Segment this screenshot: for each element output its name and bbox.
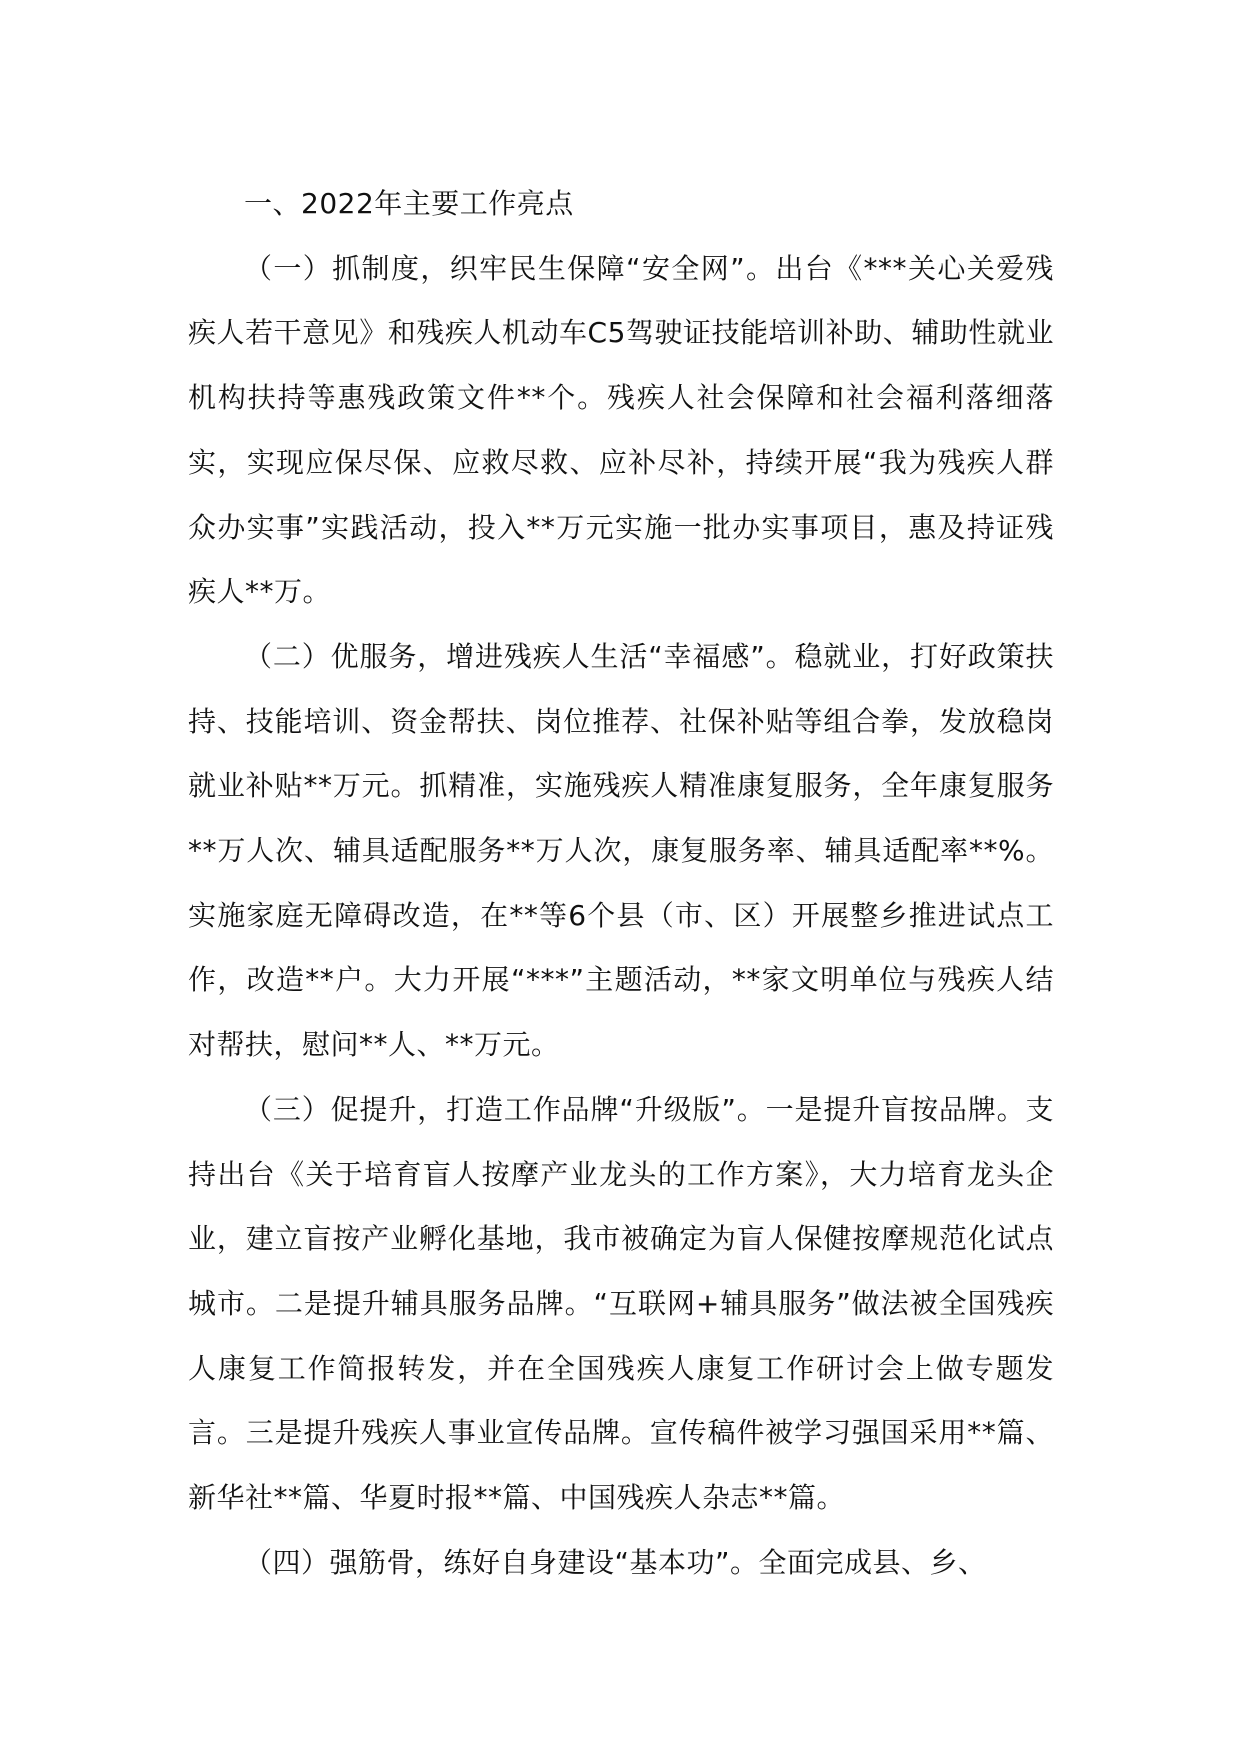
- paragraph-3: （三）促提升，打造工作品牌“升级版”。一是提升盲按品牌。支持出台《关于培育盲人按摩产业龙头的工作方案》，大力培育龙头企业，建立盲按产业孵化基地，我市被确定为盲人保健按摩规范化试点城市。二是提升辅具服务品牌。“互联网+辅具服务”做法被全国残疾人康复工作简报转发，并在全国残疾人康复工作研讨会上做专题发言。三是提升残疾人事业宣传品牌。宣传稿件被学习强国采用**篇、新华社**篇、华夏时报**篇、中国残疾人杂志**篇。: [188, 1092, 1054, 1515]
- paragraph-4: （四）强筋骨，练好自身建设“基本功”。全面完成县、乡、: [244, 1545, 987, 1579]
- paragraph-2: （二）优服务，增进残疾人生活“幸福感”。稳就业，打好政策扶持、技能培训、资金帮扶、岗位推荐、社保补贴等组合拳，发放稳岗就业补贴**万元。抓精准，实施残疾人精准康复服务，全年康复服务**万人次、辅具适配服务**万人次，康复服务率、辅具适配率**%。实施家庭无障碍改造，在**等6个县（市、区）开展整乡推进试点工作，改造**户。大力开展“***”主题活动，**家文明单位与残疾人结对帮扶，慰问**人、**万元。: [188, 639, 1054, 1062]
- document-body: [188, 172, 1054, 1595]
- paragraph-1: （一）抓制度，织牢民生保障“安全网”。出台《***关心关爱残疾人若干意见》和残疾人机动车C5驾驶证技能培训补助、辅助性就业机构扶持等惠残政策文件**个。残疾人社会保障和社会福利落细落实，实现应保尽保、应救尽救、应补尽补，持续开展“我为残疾人群众办实事”实践活动，投入**万元实施一批办实事项目，惠及持证残疾人**万。: [188, 251, 1054, 609]
- section-heading: 一、2022年主要工作亮点: [244, 187, 574, 220]
